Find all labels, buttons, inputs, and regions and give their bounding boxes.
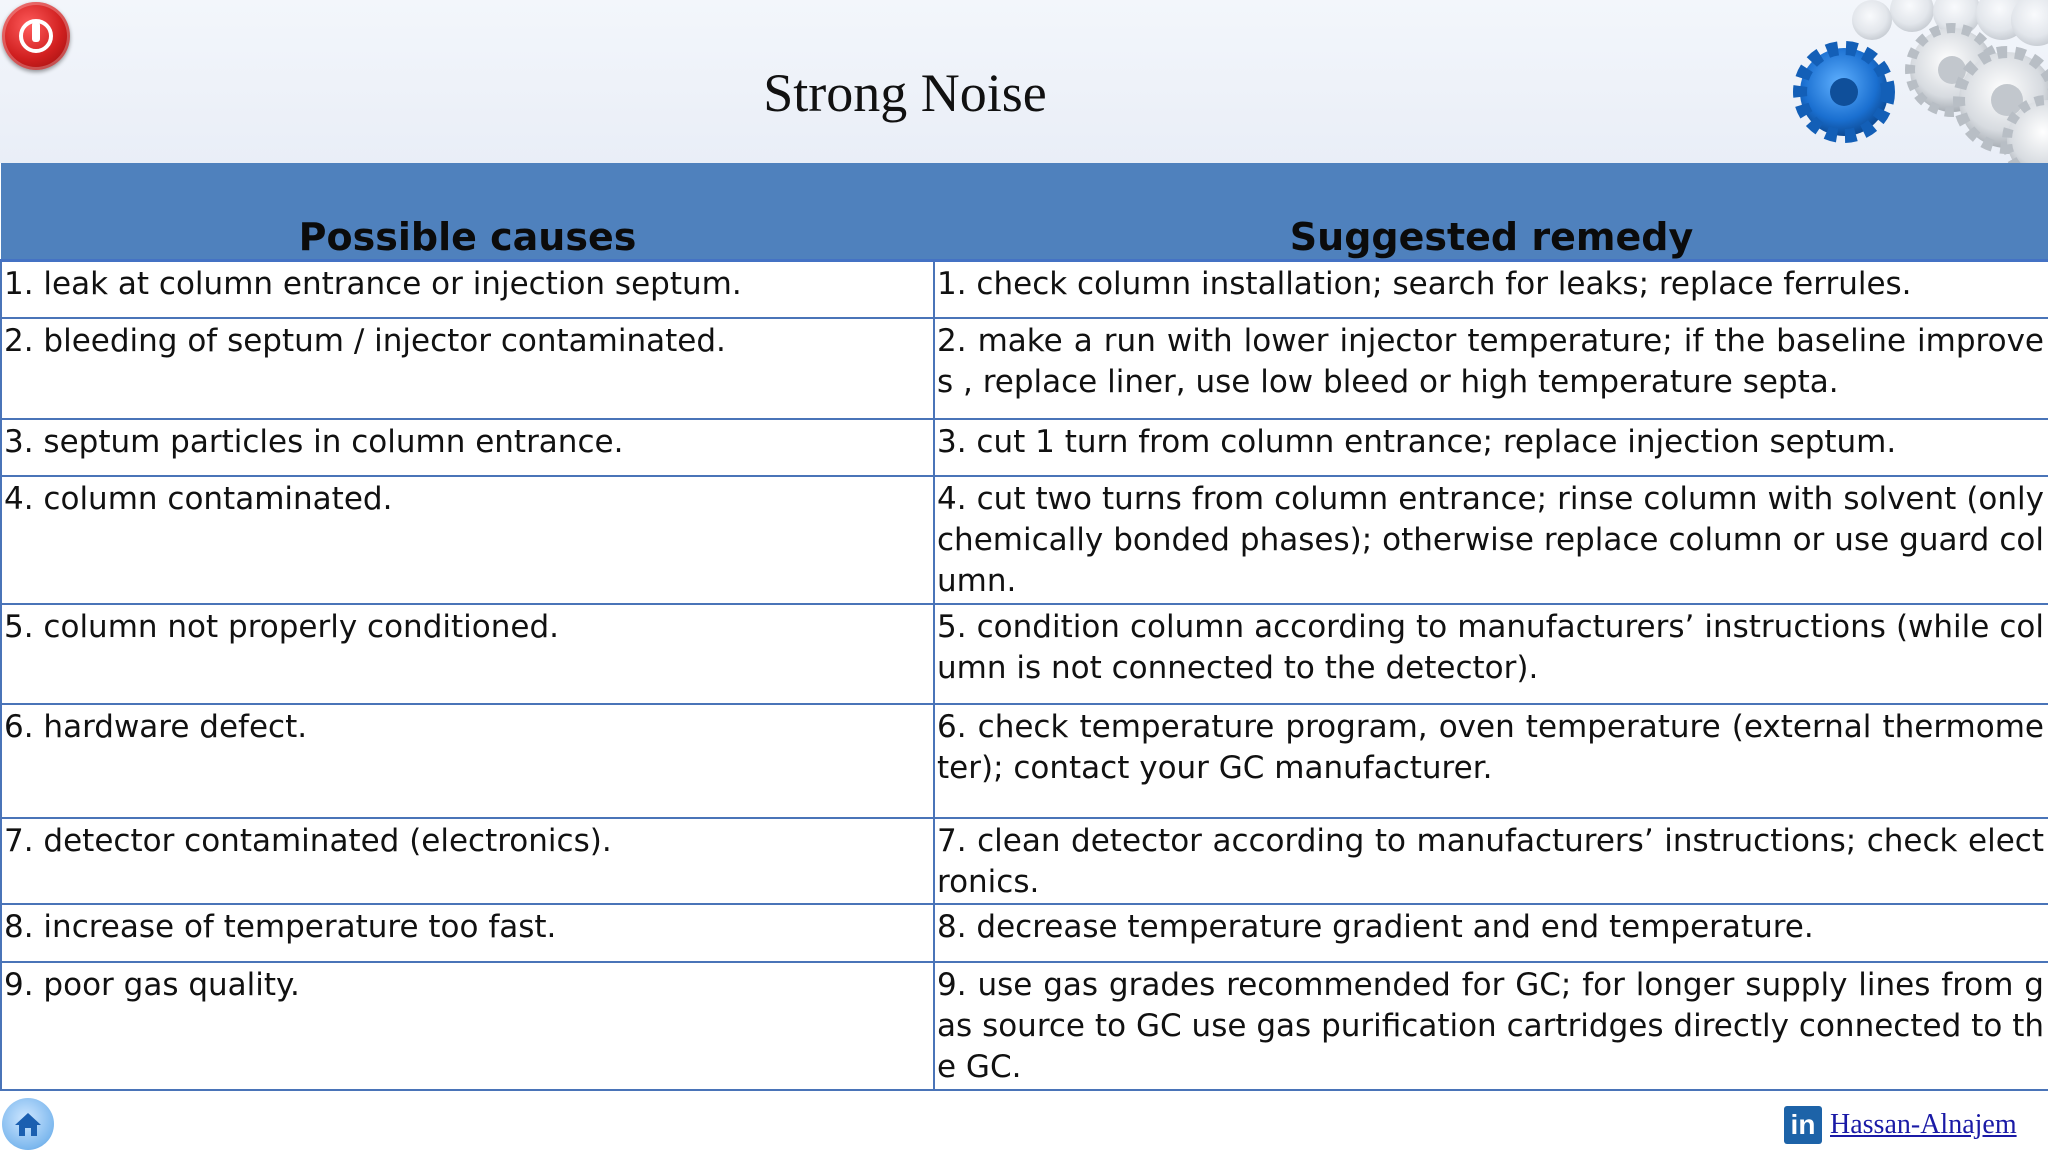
remedy-cell: 5. condition column according to manufacturers’ instructions (while column is not connected to the detector). — [934, 604, 2048, 704]
remedy-cell: 4. cut two turns from column entrance; rinse column with solvent (only chemically bonded phases); otherwise replace column or use guard column. — [934, 476, 2048, 604]
table-row — [1, 261, 2048, 318]
cause-cell: 8. increase of temperature too fast. — [1, 904, 934, 962]
cause-cell: 6. hardware defect. — [1, 704, 934, 818]
causes-remedies-table — [0, 163, 2048, 1091]
cause-cell: 7. detector contaminated (electronics). — [1, 818, 934, 904]
cause-cell: 9. poor gas quality. — [1, 962, 934, 1090]
home-icon — [12, 1108, 44, 1140]
cause-cell: 2. bleeding of septum / injector contaminated. — [1, 318, 934, 419]
table-header-row — [1, 163, 2048, 261]
remedy-cell: 8. decrease temperature gradient and end temperature. — [934, 904, 2048, 962]
cause-cell: 3. septum particles in column entrance. — [1, 419, 934, 476]
header-suggested-remedy: Suggested remedy — [934, 163, 2048, 261]
remedy-cell: 3. cut 1 turn from column entrance; replace injection septum. — [934, 419, 2048, 476]
table-row — [1, 604, 2048, 704]
table-row — [1, 904, 2048, 962]
remedy-cell: 9. use gas grades recommended for GC; for longer supply lines from gas source to GC use gas purification cartridges directly connected to the GC. — [934, 962, 2048, 1090]
remedy-cell: 7. clean detector according to manufacturers’ instructions; check electronics. — [934, 818, 2048, 904]
table-row — [1, 419, 2048, 476]
cause-cell: 5. column not properly conditioned. — [1, 604, 934, 704]
power-icon — [16, 16, 56, 56]
table-row — [1, 818, 2048, 904]
power-button[interactable] — [2, 2, 70, 70]
remedy-cell: 2. make a run with lower injector temperature; if the baseline improves , replace liner, use low bleed or high temperature septa. — [934, 318, 2048, 419]
remedy-cell: 6. check temperature program, oven temperature (external thermometer); contact your GC manufacturer. — [934, 704, 2048, 818]
table-row — [1, 476, 2048, 604]
author-link[interactable]: Hassan-Alnajem — [1830, 1109, 2017, 1140]
slide-title: Strong Noise — [763, 63, 1047, 123]
cause-cell: 4. column contaminated. — [1, 476, 934, 604]
home-button[interactable] — [2, 1098, 54, 1150]
remedy-cell: 1. check column installation; search for leaks; replace ferrules. — [934, 261, 2048, 318]
table-row — [1, 962, 2048, 1090]
linkedin-icon: in — [1784, 1106, 1822, 1144]
linkedin-credit — [1784, 1106, 2017, 1144]
header-possible-causes: Possible causes — [1, 163, 934, 261]
table-row — [1, 704, 2048, 818]
cause-cell: 1. leak at column entrance or injection septum. — [1, 261, 934, 318]
gears-image — [1762, 0, 2048, 163]
table-row — [1, 318, 2048, 419]
